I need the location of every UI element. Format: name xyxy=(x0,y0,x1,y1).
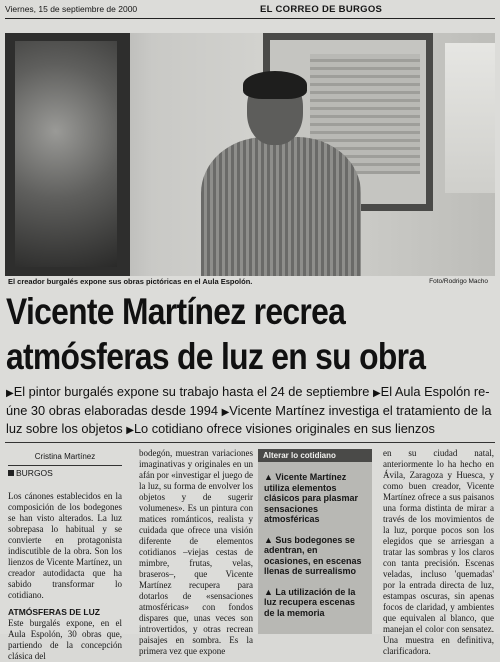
subhead-point: luz sobre los objetos xyxy=(6,421,123,436)
section-label: BURGOS xyxy=(8,465,122,479)
triangle-bullet-icon: ▲ xyxy=(264,534,276,545)
subhead-point: Lo cotidiano ofrece visiones originales en sus lienzos xyxy=(133,421,435,436)
highlight-item: ▲ La utilización de la luz recupera escenas de la memoria xyxy=(264,586,356,618)
triangle-bullet-icon: ▲ xyxy=(264,586,276,597)
article-column-4: en su ciudad natal, anteriormente lo ha hecho en Ávila, Zaragoza y Huesca, y como buen creador, Vicente Martínez ofrece a sus paisanos una forma distinta de mirar a través de los movimientos de la luz, porque pocos son los elegidos que se arriesgan a tratar las sombras y los claros con tanta precisión. Escenas veladas, incluso 'quemadas' por la entrada directa de luz, estampas oscuras, sin apenas focos de claridad, y ambientes que equivalen al blanco, que manejan el color con sensatez. Una muestra en definitiva, clarificadora. xyxy=(383,448,494,656)
column-1-body-2: Este burgalés expone, en el Aula Espolón, 30 obras que, partiendo de la concepción clásica del xyxy=(8,618,122,661)
subhead-point: Vicente Martínez investiga el tratamiento de la xyxy=(229,402,492,418)
subhead-point: El pintor burgalés expone su trabajo hasta el 24 de septiembre xyxy=(13,384,370,399)
column-1-body: Los cánones establecidos en la composición de los bodegones se han visto alterados. La luz sobrepasa lo habitual y se convierte en protagonista indiscutible de la obra. Son los lienzos de Vicente Martínez, un creador autodidacta que ha sabido transformar lo cotidiano. xyxy=(8,491,123,600)
photo-caption: El creador burgalés expone sus obras pictóricas en el Aula Espolón. xyxy=(8,277,253,286)
newspaper-name: EL CORREO DE BURGOS xyxy=(260,4,383,15)
triangle-bullet-icon: ▶ xyxy=(6,388,14,399)
painter-portrait xyxy=(201,75,361,276)
triangle-bullet-icon: ▶ xyxy=(221,406,230,418)
author-name: Cristina Martínez xyxy=(34,452,96,461)
article-column-1 xyxy=(8,450,122,662)
article-photo xyxy=(5,33,495,276)
highlights-title: Alterar lo cotidiano xyxy=(258,449,372,462)
background-poster xyxy=(445,43,495,193)
subhead-point: úne 30 obras elaboradas desde 1994 xyxy=(6,402,219,418)
article-subtitle: ATMÓSFERAS DE LUZ xyxy=(8,607,100,617)
painting-frame-left xyxy=(5,33,130,276)
section-divider xyxy=(5,442,495,443)
subheadline xyxy=(6,384,494,440)
headline xyxy=(6,289,427,379)
highlight-item: ▲ Sus bodegones se adentran, en ocasiones, en escenas llenas de surrealismo xyxy=(264,534,362,576)
headline-line-2: atmósferas de luz en su obra xyxy=(6,336,426,377)
triangle-bullet-icon: ▶ xyxy=(372,388,381,399)
highlight-item: ▲ Vicente Martínez utiliza elementos clásicos para plasmar sensaciones atmosféricas xyxy=(264,472,359,524)
triangle-bullet-icon: ▶ xyxy=(126,425,134,436)
page-header xyxy=(5,2,495,19)
highlights-box xyxy=(258,449,372,634)
subhead-point: El Aula Espolón re- xyxy=(380,384,490,399)
headline-line-1: Vicente Martínez recrea xyxy=(6,291,346,332)
square-bullet-icon xyxy=(8,470,14,476)
issue-date: Viernes, 15 de septiembre de 2000 xyxy=(5,4,138,14)
triangle-bullet-icon: ▲ xyxy=(264,472,276,482)
article-column-2: bodegón, muestran variaciones imaginativas y originales en un afán por «investigar el juego de la luz, su forma de envolver los objetos y de sugerir volumenes». Es un pintura con matices románticos, realista y cuidada que ofrece una visión diferente de elementos cotidianos –viejas cestas de mimbre, frutas, velas, braseros–, que Vicente Martínez recupera para dotarlos de «sensaciones atmosféricas» con fondos dispares que, unas veces son introvertidos, y otras recrean paisajes en sombra. Es la primera vez que expone xyxy=(139,448,253,656)
photo-credit: Foto/Rodrigo Macho xyxy=(429,278,488,285)
